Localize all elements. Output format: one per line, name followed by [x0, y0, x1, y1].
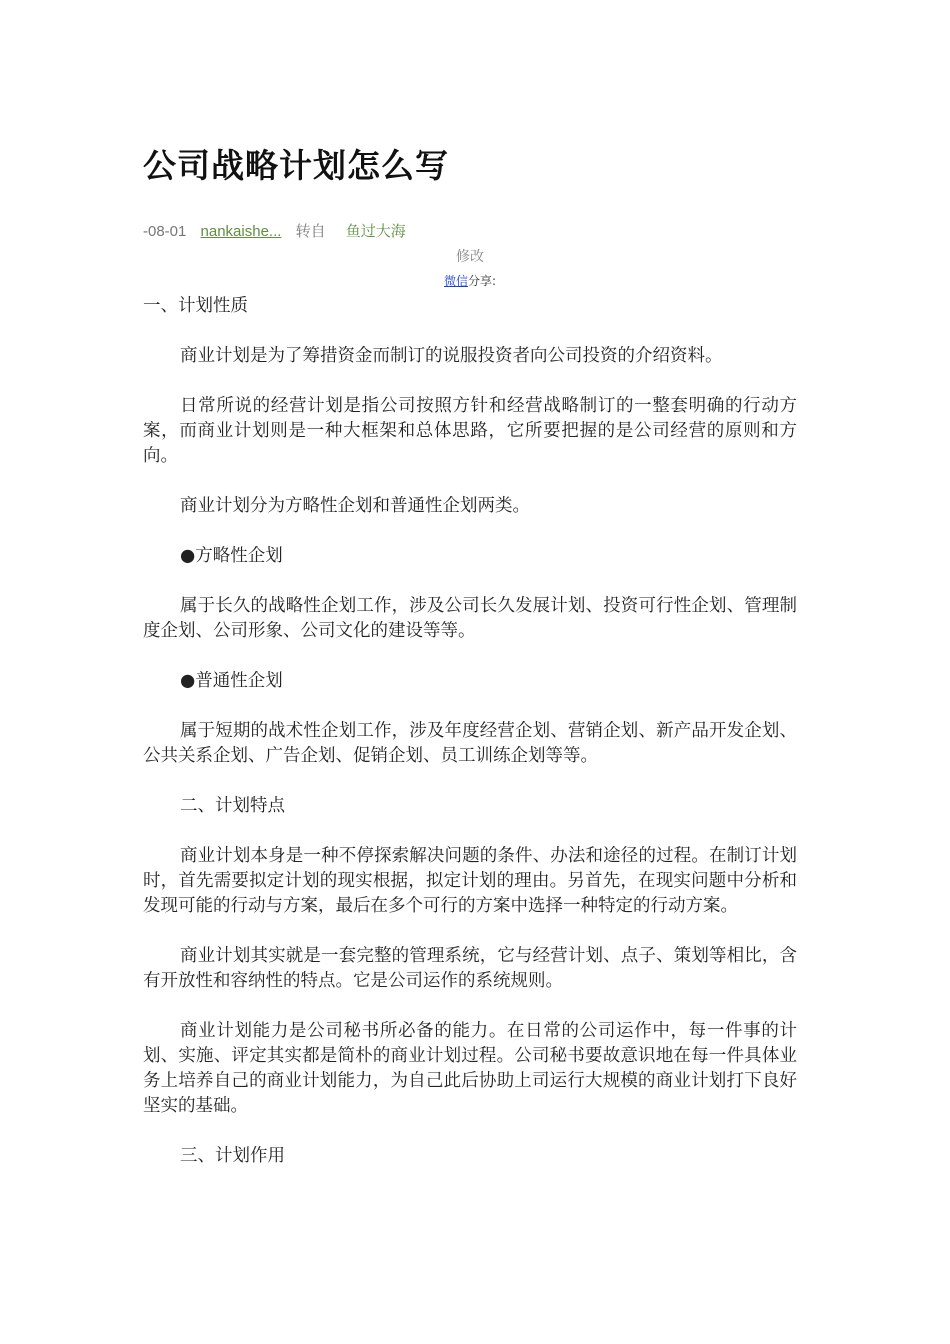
edit-link[interactable]: 修改	[456, 249, 484, 265]
source-name[interactable]: 鱼过大海	[345, 223, 406, 240]
paragraph: 商业计划是为了筹措资金而制订的说服投资者向公司投资的介绍资料。	[180, 346, 723, 366]
share-bar	[143, 272, 797, 289]
paragraph: 商业计划其实就是一套完整的管理系统，它与经营计划、点子、策划等相比，含有开放性和容纳性的特点。它是公司运作的系统规则。	[143, 946, 797, 991]
author-link[interactable]: nankaishe...	[200, 223, 282, 240]
share-label: 分享:	[467, 274, 497, 288]
bullet-heading: ●方略性企划	[180, 546, 283, 566]
bullet-heading: ●普通性企划	[180, 671, 283, 691]
section-heading: 二、计划特点	[180, 796, 285, 816]
document-title: 公司战略计划怎么写	[143, 146, 449, 185]
paragraph: 商业计划分为方略性企划和普通性企划两类。	[180, 496, 530, 516]
wechat-share-link[interactable]: 微信	[443, 274, 468, 288]
article-body	[143, 294, 797, 1194]
section-heading: 一、计划性质	[143, 296, 248, 316]
paragraph: 商业计划能力是公司秘书所必备的能力。在日常的公司运作中，每一件事的计划、实施、评定其实都是简朴的商业计划过程。公司秘书要故意识地在每一件具体业务上培养自己的商业计划能力，为自己此后协助上司运行大规模的商业计划打下良好坚实的基础。	[143, 1021, 797, 1116]
paragraph: 属于长久的战略性企划工作，涉及公司长久发展计划、投资可行性企划、管理制度企划、公司形象、公司文化的建设等等。	[143, 596, 797, 641]
section-heading: 三、计划作用	[180, 1146, 285, 1166]
paragraph: 属于短期的战术性企划工作，涉及年度经营企划、营销企划、新产品开发企划、公共关系企划、广告企划、促销企划、员工训练企划等等。	[143, 721, 797, 766]
post-meta	[143, 220, 406, 241]
post-date: -08-01	[143, 223, 187, 240]
paragraph: 商业计划本身是一种不停探索解决问题的条件、办法和途径的过程。在制订计划时，首先需要拟定计划的现实根据，拟定计划的理由。另首先，在现实问题中分析和发现可能的行动与方案，最后在多个可行的方案中选择一种特定的行动方案。	[143, 846, 797, 916]
paragraph: 日常所说的经营计划是指公司按照方针和经营战略制订的一整套明确的行动方案，而商业计划则是一种大框架和总体思路，它所要把握的是公司经营的原则和方向。	[143, 396, 797, 466]
repost-label: 转自	[295, 223, 326, 240]
